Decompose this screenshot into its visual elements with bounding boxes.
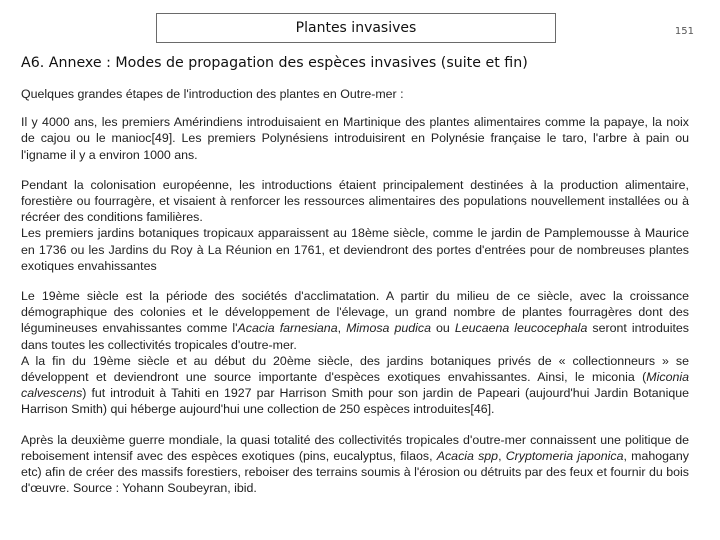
section-heading: A6. Annexe : Modes de propagation des espèces invasives (suite et fin) (21, 55, 528, 71)
text-segment: ou (431, 321, 455, 336)
paragraph-botanical-gardens-text: Les premiers jardins botaniques tropicaux apparaissent au 18ème siècle, comme le jardin de Pamplemousse à Maurice en 1736 ou les Jardins du Roy à La Réunion en 1761, et deviendront des portes d'entrées pour de nombreuses plantes exotiques envahissantes (21, 226, 689, 273)
species-name: Cryptomeria japonica (505, 448, 624, 463)
intro-paragraph: Quelques grandes étapes de l'introduction des plantes en Outre-mer : (21, 87, 404, 101)
species-name: Acacia spp (436, 448, 499, 463)
paragraph-colonisation-text: Pendant la colonisation européenne, les introductions étaient principalement destinées à la production alimentaire, forestière ou fourragère, et visaient à renforcer les ressources alimentaires des populations nouvellement installées ou à récréer des conditions familières. (21, 177, 689, 225)
paragraph-collectors (21, 353, 689, 418)
document-body (21, 86, 689, 510)
paragraph-post-war (21, 432, 689, 497)
text-segment: ) fut introduit à Tahiti en 1927 par Harrison Smith pour son jardin de Papeari (aujourd'hui Jardin Botanique Harrison Smith) qui héberge aujourd'hui une collection de 250 espèces introduites[46]. (21, 386, 689, 417)
header-title: Plantes invasives (295, 20, 417, 36)
species-name: Miconia calvescens (21, 370, 689, 401)
text-segment: , (498, 448, 506, 463)
text-segment: , mahogany etc) afin de créer des massifs forestiers, reboiser des terrains soumis à l'érosion ou détruits par des feux et fournir du bois d'œuvre. Source : Yohann Soubeyran, ibid. (21, 448, 689, 496)
paragraph-acclimatation (21, 288, 689, 353)
page-number: 151 (674, 26, 694, 37)
text-segment: , (337, 321, 347, 336)
text-segment: Le 19ème siècle est la période des sociétés d'acclimatation. A partir du milieu de ce siècle, avec la croissance démographique des colonies et le développement de l'élevage, un grand nombre de plantes fourragères dont des légumineuses envahissantes comme l' (21, 289, 689, 336)
text-segment: seront introduites dans toutes les collectivités tropicales d'outre-mer. (21, 321, 690, 352)
species-name: Acacia farnesiana (237, 321, 338, 336)
paragraph-19th-century (21, 288, 689, 418)
paragraph-colonisation (21, 177, 689, 274)
text-segment: Après la deuxième guerre mondiale, la quasi totalité des collectivités tropicales d'outre-mer connaissent une politique de reboisement intensif avec des espèces exotiques (pins, eucalyptus, filaos, (21, 432, 689, 463)
header-title-box (156, 13, 556, 43)
species-name: Leucaena leucocephala (454, 321, 588, 336)
paragraph-prehistory: Il y 4000 ans, les premiers Amérindiens introduisaient en Martinique des plantes alimentaires comme la papaye, la noix de cajou ou le manioc[49]. Les premiers Polynésiens introduisirent en Polynésie française le taro, l'arbre à pain ou l'igname il y a environ 1000 ans. (21, 115, 689, 162)
species-name: Mimosa pudica (346, 321, 431, 336)
text-segment: A la fin du 19ème siècle et au début du 20ème siècle, des jardins botaniques privés de « collectionneurs » se développent et deviendront une source importante d'espèces exotiques envahissantes. Ainsi, le miconia ( (21, 353, 689, 385)
